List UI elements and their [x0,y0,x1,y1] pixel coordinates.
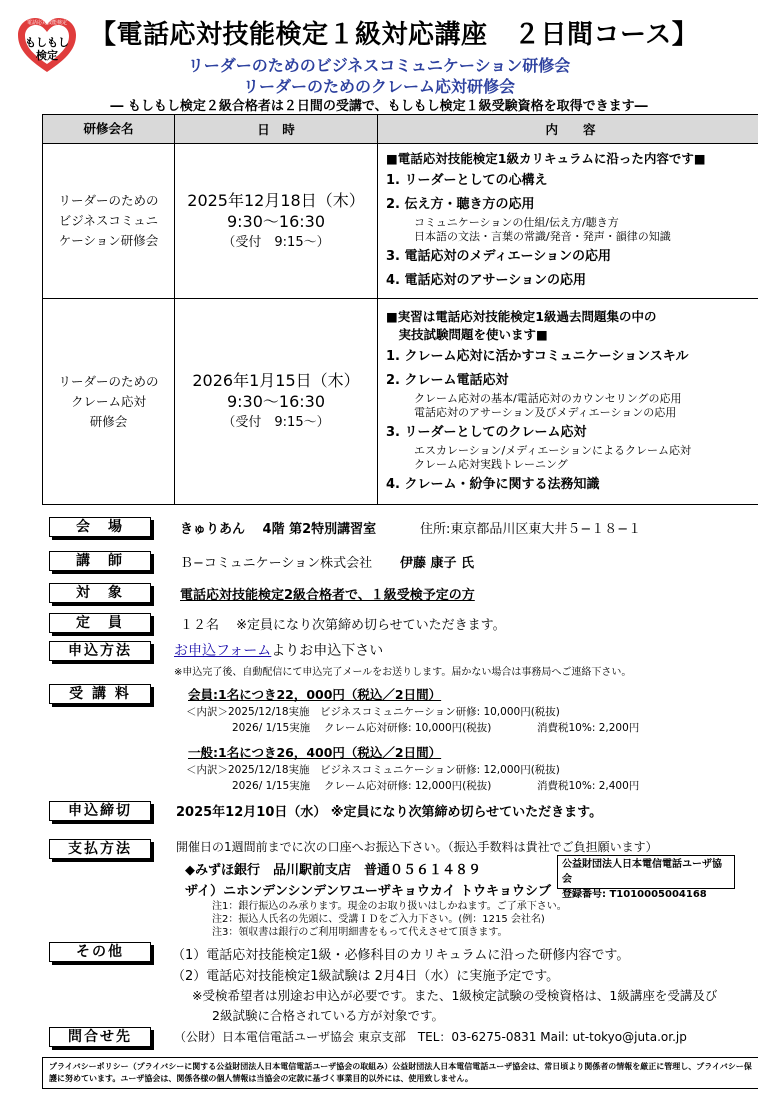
course-name-line: リーダーのための [58,193,159,208]
fee-general-tax: 消費税10%: 2,400円 [537,780,640,792]
page-title: 【電話応対技能検定１級対応講座 ２日間コース】 [90,20,699,50]
fee-general-line: 2026/ 1/15実施 クレーム応対研修: 12,000円(税抜) [232,780,492,792]
content-cell [378,144,758,299]
payment-intro: 開催日の1週間前までに次の口座へお振込下さい。（振込手数料は貴社でご負担願います） [176,840,658,854]
contact-label: 問合せ先 [49,1027,151,1047]
contact-text: （公財）日本電信電話ユーザ協会 東京支部 TEL：03-6275-0831 Mail: ut-tokyo@juta.or.jp [174,1030,687,1044]
venue-label: 会 場 [49,517,151,537]
target-label: 対 象 [49,583,151,603]
fee-member-line: 2026/ 1/15実施 クレーム応対研修: 10,000円(税抜) [232,722,492,734]
other-line: （1）電話応対技能検定1級・必修科目のカリキュラムに沿った研修内容です。 [172,948,630,963]
course-time: 9:30～16:30 [226,211,326,231]
registration-org: 公益財団法人日本電信電話ユーザ協会 [562,859,722,885]
content-detail: 日本語の文法・言葉の常識/発音・発声・韻律の知識 [414,230,671,243]
deadline-label: 申込締切 [49,801,151,821]
fee-general-title: 一般:1名につき26，400円（税込／2日間） [188,745,442,760]
capacity-label: 定 員 [49,613,151,633]
content-item: 3. リーダーとしてのクレーム応対 [386,424,587,440]
course-name-line: ビジネスコミュニ [58,213,159,228]
tagline: ― もしもし検定２級合格者は２日間の受講で、もしもし検定１級受験資格を取得できます― [110,99,648,114]
course-name-line: 研修会 [89,413,128,429]
course-time: 9:30～16:30 [226,392,326,411]
content-detail: エスカレーション/メディエーションによるクレーム応対 [414,443,691,457]
subtitle-claim: リーダーのためのクレーム応対研修会 [242,77,515,96]
content-detail: クレーム応対実践トレーニング [414,457,568,471]
content-item: 2. クレーム電話応対 [386,372,509,388]
fee-label: 受 講 料 [49,684,151,704]
apply-label: 申込方法 [49,641,151,661]
other-line: 2級試験に合格されている方が対象です。 [212,1008,444,1023]
fee-member-line: ＜内訳＞2025/12/18実施 ビジネスコミュニケーション研修: 10,000円(税抜) [186,706,560,718]
header-course: 研修会名 [43,115,175,144]
content-detail: コミュニケーションの仕組/伝え方/聴き方 [414,216,619,229]
table-row [43,144,758,299]
header-content: 内 容 [378,115,758,144]
other-label: その他 [49,942,151,962]
datetime-cell [175,144,378,299]
course-reception: （受付 9:15～） [222,234,330,250]
privacy-policy: プライバシーポリシー（プライバシーに関する公益財団法人日本電信電話ユーザ協会の取組み）公益財団法人日本電信電話ユーザ協会は、常日頃より関係者の情報を厳正に管理し、プライバシー保護に努めています。ユーザ協会は、関係各様の個人情報は当協会の定款に基づく事業目的以外には、使用致しません。 [42,1057,758,1089]
course-name-line: クレーム応対 [70,393,146,409]
content-item: 1. リーダーとしての心構え [386,173,548,188]
target-text: 電話応対技能検定2級合格者で、１級受検予定の方 [180,588,475,603]
apply-line [174,640,383,660]
venue-name: きゅりあん 4階 第2特別講習室 [180,522,377,537]
fee-member-tax: 消費税10%: 2,200円 [537,722,640,734]
instructor-company: Ｂ−コミュニケーション株式会社 [180,556,373,571]
course-date: 2026年1月15日（木） [192,371,360,390]
content-item: 4. 電話応対のアサーションの応用 [386,273,586,288]
registration-box [557,855,735,900]
datetime-cell [175,299,378,505]
payment-note: 注2：振込人氏名の先頭に、受講ＩＤをご入力下さい。(例：1215 会社名) [212,914,545,925]
fee-member-title: 会員:1名につき22，000円（税込／2日間） [188,687,442,702]
schedule-table [42,114,758,505]
payment-label: 支払方法 [49,839,151,859]
content-heading: ■実習は電話応対技能検定1級過去問題集の中の [386,308,657,324]
apply-rest: よりお申込下さい [271,643,384,659]
content-cell [378,299,758,505]
registration-number: 登録番号: T1010005004168 [562,889,707,900]
content-item: 2. 伝え方・聴き方の応用 [386,197,535,212]
content-heading: 実技試験問題を使います■ [386,326,548,342]
venue-address: 住所:東京都品川区東大井５−１８−１ [420,522,642,537]
payment-account: ザイ）ニホンデンシンデンワユーザキョウカイ トウキョウシブ [185,884,552,899]
apply-note: ※申込完了後、自動配信にて申込完了メールをお送りします。届かない場合は事務局へご連絡下さい。 [174,667,632,678]
content-detail: クレーム応対の基本/電話応対のカウンセリングの応用 [414,391,682,405]
course-name-line: リーダーのための [58,373,159,389]
content-detail: 電話応対のアサーション及びメディエーションの応用 [414,405,677,419]
instructor-person: 伊藤 康子 氏 [400,556,475,571]
table-header-row [43,115,758,144]
logo-line1: もしもし [25,36,69,49]
logo-line2: 検定 [36,49,58,62]
course-name-line: ケーション研修会 [58,233,159,248]
capacity-text: １２名 ※定員になり次第締め切らせていただきます。 [180,618,506,633]
logo-top-text: 電話応対技能検定 [26,20,67,26]
content-heading: ■電話応対技能検定1級カリキュラムに沿った内容です■ [386,151,706,166]
other-line: （2）電話応対技能検定1級試験は 2月4日（水）に実施予定です。 [172,969,560,984]
table-row [43,299,758,505]
content-item: 1. クレーム応対に活かすコミュニケーションスキル [386,348,689,364]
header-datetime: 日 時 [175,115,378,144]
deadline-text: 2025年12月10日（水） ※定員になり次第締め切らせていただきます。 [176,805,603,820]
payment-note: 注1：銀行振込のみ承ります。現金のお取り扱いはしかねます。ご了承下さい。 [212,901,567,912]
payment-note: 注3：領収書は銀行のご利用明細書をもって代えさせて頂きます。 [212,927,508,938]
payment-bank: ◆みずほ銀行 品川駅前支店 普通０５６１４８９ [185,863,481,878]
course-reception: （受付 9:15～） [222,415,330,430]
content-item: 3. 電話応対のメディエーションの応用 [386,249,611,264]
fee-general-line: ＜内訳＞2025/12/18実施 ビジネスコミュニケーション研修: 12,000円(税抜) [186,764,560,776]
course-date: 2025年12月18日（木） [187,190,365,210]
content-item: 4. クレーム・紛争に関する法務知識 [386,476,600,492]
other-line: ※受検希望者は別途お申込が必要です。また、1級検定試験の受検資格は、1級講座を受講及び [192,988,718,1003]
course-name-cell [43,299,175,505]
course-name-cell [43,144,175,299]
apply-form-link[interactable]: お申込フォーム [174,643,272,659]
instructor-label: 講 師 [49,551,151,571]
subtitle-business: リーダーのためのビジネスコミュニケーション研修会 [187,56,571,75]
